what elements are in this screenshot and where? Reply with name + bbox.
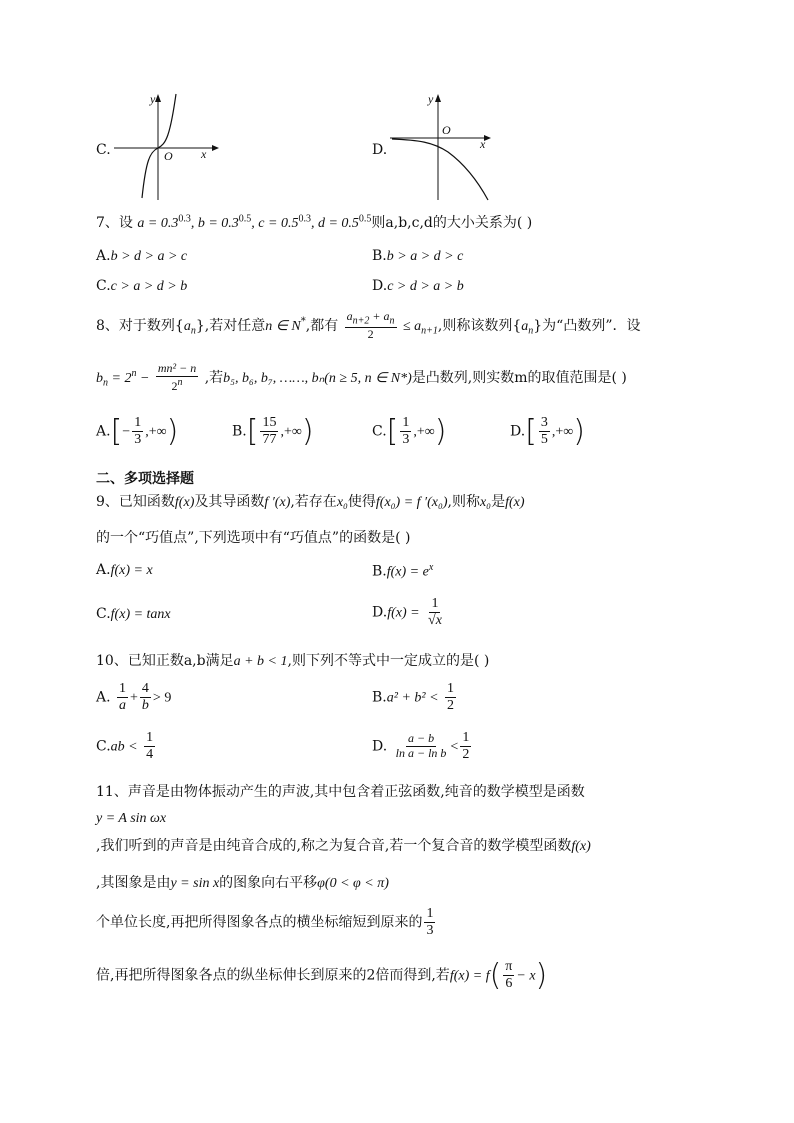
q10-option-b: B.a² + b² < $\frac{1}{2}$ <box>372 681 454 714</box>
q9-line2: 的一个“巧值点”,下列选项中有“巧值点”的函数是( ) <box>96 530 411 546</box>
q8-option-c: C.[ $\frac{1}{3}$ ,+∞) <box>372 414 447 449</box>
q6-option-c-label: C. <box>96 142 111 158</box>
q8-option-a: A.[− $\frac{1}{3}$ ,+∞) <box>96 414 179 449</box>
q6-c-origin: O <box>164 149 173 163</box>
q11-line4: ,其图象是由y = sin x的图象向右平移φ(0 < φ < π) <box>96 875 389 891</box>
q8-fraction: $\frac{a_{n+2} + a_n}{2}$ <box>346 309 395 341</box>
q6-c-x-label: x <box>201 147 207 161</box>
q7-stem: 7、设 $a = 0.3^{0.3}$, $b = 0.3^{0.5}$, $c = 0.5^{0.3}$, $d = 0.5^{0.5}$则a,b,c,d的大小关系为( ) <box>96 213 533 231</box>
section-title: 二、多项选择题 <box>96 471 194 487</box>
q6-d-x-label: x <box>480 137 486 151</box>
q8-option-d: D.[ $\frac{3}{5}$ ,+∞) <box>510 414 586 449</box>
q7-option-a: A.b > d > a > c <box>96 248 188 264</box>
q6-option-d-label: D. <box>372 142 388 158</box>
q9-option-c: C.f(x) = tanx <box>96 606 171 622</box>
q6-graph-c <box>112 90 222 202</box>
q8-line2: $b_n = 2^n$ − $\frac{\text{mn² − n}}{2^n}$ ,若b₅, b₆, b₇, ……, bₙ(n ≥ 5, n ∈ N*)是凸数列,则实数m的取值范围是( ) <box>96 361 627 393</box>
q7-option-c: C.c > a > d > b <box>96 278 188 294</box>
q10-stem: 10、已知正数a,b满足a + b < 1,则下列不等式中一定成立的是( ) <box>96 653 490 669</box>
q11-line3: ,我们听到的声音是由纯音合成的,称之为复合音,若一个复合音的数学模型函数f(x) <box>96 838 591 854</box>
q11-line1: 11、声音是由物体振动产生的声波,其中包含着正弦函数,纯音的数学模型是函数 <box>96 784 585 800</box>
q10-option-d: D. $\frac{a - b}{\text{ln a − ln b}}$ < $\frac{1}{2}$ <box>372 730 470 763</box>
q8-option-b: B.[ $\frac{15}{77}$ ,+∞) <box>232 414 314 449</box>
q6-c-y-label: y <box>150 92 156 106</box>
q9-option-b: $B.f(x) = e^x$ <box>372 562 434 580</box>
q9-option-a: A.f(x) = x <box>96 562 153 578</box>
q8-b-fraction: $\frac{\text{mn² − n}}{2^n}$ <box>157 361 197 393</box>
q9-option-d: D.f(x) = $\frac{1}{√x}$ <box>372 596 442 629</box>
q11-model: y = A sin ωx <box>96 811 167 826</box>
q9-line1: 9、已知函数f(x)及其导函数f ′(x),若存在x₀使得f(x₀) = f ′(x₀),则称x₀是f(x) <box>96 494 525 510</box>
q10-option-a: A. $\frac{1}{a}$ + $\frac{4}{b}$ > 9 <box>96 681 172 714</box>
q11-line5: 个单位长度,再把所得图象各点的横坐标缩短到原来的 $\frac{1}{3}$ <box>96 906 434 939</box>
q11-line6: 倍,再把所得图象各点的纵坐标伸长到原来的2倍而得到,若f(x) = f( $\frac{\pi}{6}$ − x) <box>96 958 548 993</box>
q6-d-y-label: y <box>428 92 434 106</box>
q7-option-b: B.b > a > d > c <box>372 248 464 264</box>
q10-option-c: C.ab < $\frac{1}{4}$ <box>96 730 154 763</box>
q8-line1: 8、对于数列$\{a_n\}$,若对任意n ∈ N*,都有 $\frac{a_{n+2} + a_n}{2}$ ≤ $a_{n+1}$,则称该数列$\{a_n\}$为“凸数列”．设 <box>96 309 641 341</box>
q6-d-origin: O <box>442 123 451 137</box>
q7-option-d: D.c > d > a > b <box>372 278 464 294</box>
